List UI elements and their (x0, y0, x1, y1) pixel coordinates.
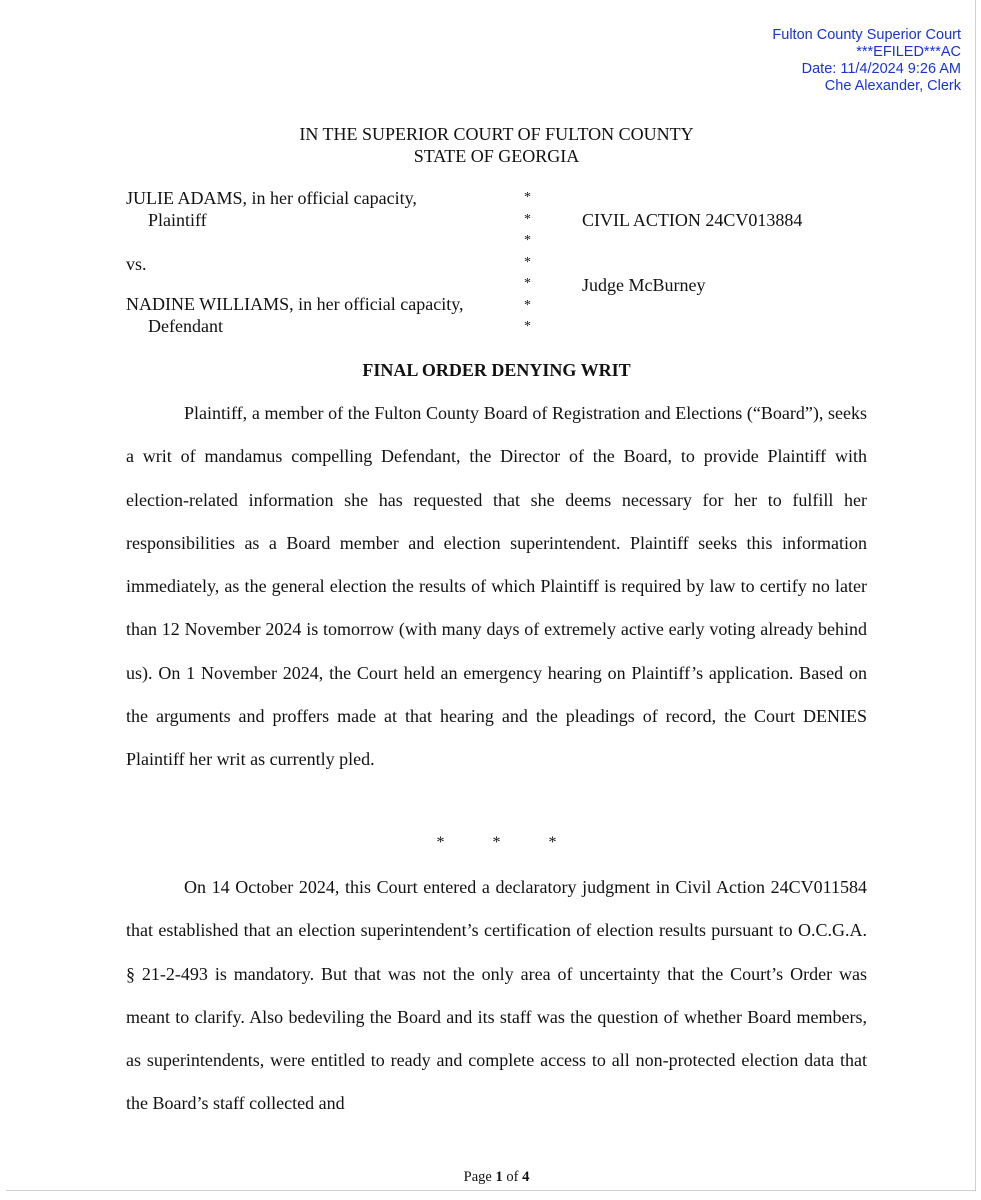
case-caption-parties (126, 187, 464, 337)
court-heading (6, 123, 981, 167)
plaintiff-name: JULIE ADAMS, in her official capacity, (126, 188, 417, 208)
page-number: 1 (495, 1169, 503, 1185)
efile-stamp (772, 27, 961, 95)
caption-star: * (524, 254, 531, 270)
court-name: IN THE SUPERIOR COURT OF FULTON COUNTY (299, 124, 694, 144)
total-pages: 4 (522, 1169, 530, 1185)
defendant-name: NADINE WILLIAMS, in her official capacity, (126, 294, 464, 314)
stamp-court: Fulton County Superior Court (772, 27, 961, 43)
stamp-date: Date: 11/4/2024 9:26 AM (801, 61, 961, 77)
order-title: FINAL ORDER DENYING WRIT (362, 360, 631, 380)
page-footer (6, 1168, 981, 1186)
caption-star: * (524, 319, 531, 334)
court-state: STATE OF GEORGIA (413, 146, 580, 166)
caption-star: * (524, 276, 531, 291)
body-paragraph: Plaintiff, a member of the Fulton County Board of Registration and Elections (“Board”), seeks a writ of mandamus compelling Defendant, the Director of the Board, to provide Plaintiff with election-related information she has requested that she deems necessary for her to fulfill her responsibilities as a Board member and election superintendent. Plaintiff seeks this information immediately, as the general election the results of which Plaintiff is required by law to certify no later than 12 November 2024 is tomorrow (with many days of extremely active early voting already behind us). On 1 November 2024, the Court held an emergency hearing on Plaintiff’s application. Based on the arguments and proffers made at that hearing and the pleadings of record, the Court DENIES Plaintiff her writ as currently pled. (126, 403, 867, 770)
section-break: * * * (436, 834, 557, 851)
caption-star: * (524, 190, 531, 205)
plaintiff-role: Plaintiff (148, 210, 207, 230)
document-page (6, 0, 976, 1191)
caption-star-column (524, 187, 531, 338)
defendant-role: Defendant (148, 316, 223, 336)
stamp-clerk: Che Alexander, Clerk (824, 78, 961, 94)
page-word: Page (463, 1169, 492, 1185)
body-paragraph: On 14 October 2024, this Court entered a declaratory judgment in Civil Action 24CV011584 that established that an election superintendent’s certification of election results pursuant to O.C.G.A. § 21-2-493 is mandatory. But that was not the only area of uncertainty that the Court’s Order was meant to clarify. Also bedeviling the Board and its staff was the question of whether Board members, as superintendents, were entitled to ready and complete access to all non-protected election data that the Board’s staff collected and (126, 877, 867, 1114)
caption-star: * (524, 233, 531, 248)
judge-name: Judge McBurney (582, 275, 706, 295)
civil-action-number: CIVIL ACTION 24CV013884 (582, 210, 803, 230)
versus-label: vs. (126, 254, 147, 274)
caption-star: * (524, 211, 531, 227)
caption-star: * (524, 297, 531, 313)
of-word: of (506, 1169, 519, 1185)
stamp-status: ***EFILED***AC (856, 44, 961, 60)
